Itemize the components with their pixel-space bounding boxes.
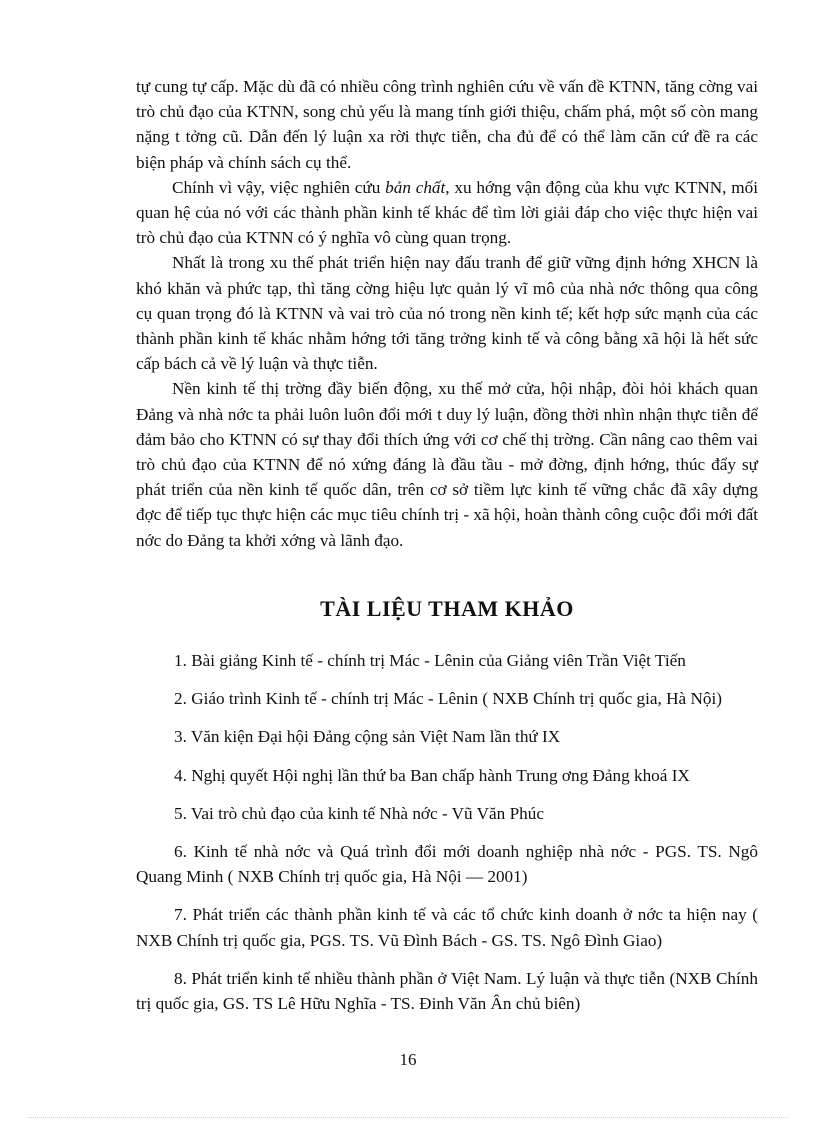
reference-item: 4. Nghị quyết Hội nghị lần thứ ba Ban chấp hành Trung ơng Đảng khoá IX xyxy=(174,765,690,785)
emphasis-ban-chat: bản chất xyxy=(385,177,446,197)
reference-item: 2. Giáo trình Kinh tế - chính trị Mác - Lênin ( NXB Chính trị quốc gia, Hà Nội) xyxy=(174,689,722,709)
paragraph-2-end: , xu hớng vận động của khu vực KTNN, mối quan hệ của nó với các thành phần kinh tế khác để tìm lời giải đáp cho việc thực hiện vai trò chủ đạo của KTNN có ý nghĩa vô cùng quan trọng. xyxy=(136,177,758,248)
page-bottom-divider xyxy=(28,1117,788,1118)
paragraph-2 xyxy=(136,175,758,251)
references-list xyxy=(136,648,758,1029)
reference-item: 6. Kinh tế nhà nớc và Quá trình đổi mới doanh nghiệp nhà nớc - PGS. TS. Ngô Quang Minh ( NXB Chính trị quốc gia, Hà Nội — 2001) xyxy=(136,842,758,887)
reference-item: 8. Phát triển kinh tế nhiều thành phần ở Việt Nam. Lý luận và thực tiễn (NXB Chính trị quốc gia, GS. TS Lê Hữu Nghĩa - TS. Đinh Văn Ân chủ biên) xyxy=(136,968,758,1014)
reference-item: 7. Phát triển các thành phần kinh tế và các tổ chức kinh doanh ở nớc ta hiện nay ( NXB Chính trị quốc gia, PGS. TS. Vũ Đình Bách - GS. TS. Ngô Đình Giao) xyxy=(136,905,758,950)
paragraph-2-start: Chính vì vậy, việc nghiên cứu xyxy=(172,177,386,197)
paragraph-4: Nền kinh tế thị trờng đầy biến động, xu thế mở cửa, hội nhập, đòi hỏi khách quan Đảng và nhà nớc ta phải luôn luôn đổi mới t duy lý luận, đồng thời nhìn nhận thực tiễn để đảm bảo cho KTNN có sự thay đổi thích ứng với cơ chế thị trờng. Cần nâng cao thêm vai trò chủ đạo của KTNN để nó xứng đáng là đầu tầu - mở đờng, định hớng, thúc đẩy sự phát triển của nền kinh tế quốc dân, trên cơ sở tiềm lực kinh tế vững chắc đã xây dựng đợc để tiếp tục thực hiện các mục tiêu chính trị - xã hội, hoàn thành công cuộc đổi mới đất nớc do Đảng ta khởi xớng và lãnh đạo. xyxy=(136,379,758,550)
page-number: 16 xyxy=(399,1050,417,1069)
reference-item: 3. Văn kiện Đại hội Đảng cộng sản Việt Nam lần thứ IX xyxy=(174,727,561,747)
references-heading: TÀI LIỆU THAM KHẢO xyxy=(320,596,574,621)
paragraph-1: tự cung tự cấp. Mặc dù đã có nhiều công trình nghiên cứu về vấn đề KTNN, tăng cờng vai trò chủ đạo của KTNN, song chủ yếu là mang tính giới thiệu, chấm phá, một số còn mang nặng t tởng cũ. Dẫn đến lý luận xa rời thực tiễn, cha đủ để có thể làm căn cứ đề ra các biện pháp và chính sách cụ thể. xyxy=(136,77,758,172)
reference-item: 5. Vai trò chủ đạo của kinh tế Nhà nớc - Vũ Văn Phúc xyxy=(174,803,544,823)
reference-item: 1. Bài giảng Kinh tế - chính trị Mác - Lênin của Giảng viên Trần Việt Tiến xyxy=(174,651,686,670)
paragraph-3: Nhất là trong xu thế phát triển hiện nay đấu tranh để giữ vững định hớng XHCN là khó khăn và phức tạp, thì tăng cờng hiệu lực quản lý vĩ mô của nhà nớc thông qua công cụ quan trọng đó là KTNN và vai trò của nó trong nền kinh tế; kết hợp sức mạnh của các thành phần kinh tế khác nhằm hớng tới tăng trởng kinh tế và công bằng xã hội là hết sức cấp bách cả về lý luận và thực tiễn. xyxy=(136,253,758,374)
body-text xyxy=(136,74,758,553)
